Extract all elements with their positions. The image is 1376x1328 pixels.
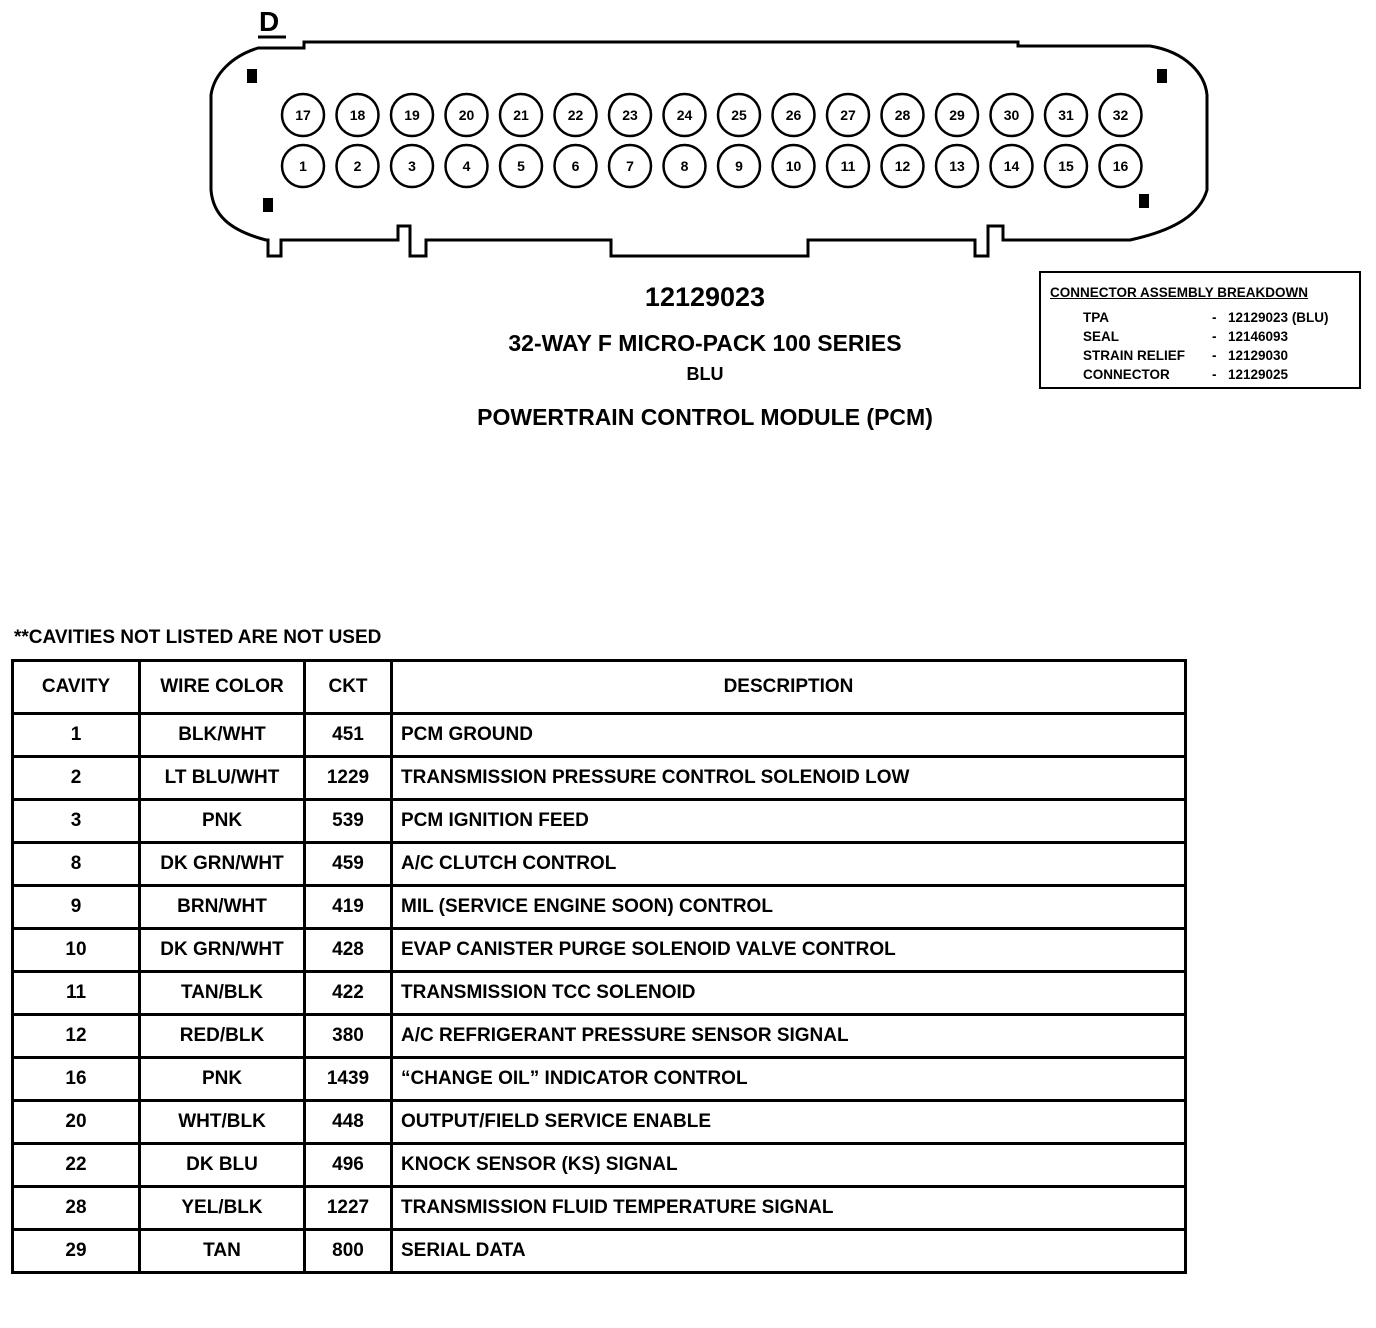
wire-color-cell: TAN (140, 1230, 305, 1273)
ckt-cell: 800 (305, 1230, 392, 1273)
unused-cavities-note: **CAVITIES NOT LISTED ARE NOT USED (14, 627, 382, 648)
cavity-cell: 9 (13, 886, 140, 929)
breakdown-row (1041, 367, 1359, 386)
cavity-cell: 16 (13, 1058, 140, 1101)
cavity-cell: 8 (13, 843, 140, 886)
connector-face-diagram (0, 0, 1376, 270)
header-description: DESCRIPTION (392, 661, 1186, 714)
cavity-cell: 22 (13, 1144, 140, 1187)
cavity-cell: 29 (13, 1230, 140, 1273)
wire-color-cell: YEL/BLK (140, 1187, 305, 1230)
table-row (13, 714, 1186, 757)
pin-number-label: 12 (894, 158, 911, 174)
latch-marker (263, 198, 273, 212)
header-cavity: CAVITY (13, 661, 140, 714)
description-cell: A/C CLUTCH CONTROL (392, 843, 1186, 886)
breakdown-value: 12146093 (1228, 329, 1289, 344)
ckt-cell: 459 (305, 843, 392, 886)
description-cell: TRANSMISSION FLUID TEMPERATURE SIGNAL (392, 1187, 1186, 1230)
pin-number-label: 1 (299, 158, 307, 174)
breakdown-dash: - (1212, 348, 1217, 363)
breakdown-value: 12129030 (1228, 348, 1289, 363)
ckt-cell: 451 (305, 714, 392, 757)
pin-number-label: 30 (1003, 107, 1020, 123)
connector-series-name: 32-WAY F MICRO-PACK 100 SERIES (508, 330, 902, 356)
table-row (13, 1015, 1186, 1058)
pin-number-label: 22 (567, 107, 584, 123)
connector-housing-outline (211, 42, 1207, 256)
wire-color-cell: PNK (140, 1058, 305, 1101)
pin-number-label: 10 (785, 158, 802, 174)
breakdown-row (1041, 348, 1359, 367)
pin-number-label: 3 (408, 158, 416, 174)
pin-number-label: 27 (840, 107, 856, 123)
wire-color-cell: LT BLU/WHT (140, 757, 305, 800)
description-cell: A/C REFRIGERANT PRESSURE SENSOR SIGNAL (392, 1015, 1186, 1058)
pin-number-label: 7 (626, 158, 634, 174)
table-row (13, 1058, 1186, 1101)
pin-number-label: 8 (680, 158, 689, 174)
wire-color-cell: DK GRN/WHT (140, 843, 305, 886)
module-name: POWERTRAIN CONTROL MODULE (PCM) (477, 404, 933, 430)
pin-number-label: 14 (1003, 158, 1020, 174)
latch-marker (247, 69, 257, 83)
table-header-row (13, 661, 1186, 714)
wire-color-cell: PNK (140, 800, 305, 843)
description-cell: OUTPUT/FIELD SERVICE ENABLE (392, 1101, 1186, 1144)
cavity-cell: 1 (13, 714, 140, 757)
description-cell: PCM GROUND (392, 714, 1186, 757)
wire-color-cell: WHT/BLK (140, 1101, 305, 1144)
ckt-cell: 539 (305, 800, 392, 843)
latch-marker (1157, 69, 1167, 83)
table-row (13, 757, 1186, 800)
pin-number-label: 2 (353, 158, 362, 174)
cavity-cell: 20 (13, 1101, 140, 1144)
pin-number-label: 19 (404, 107, 420, 123)
table-row (13, 843, 1186, 886)
description-cell: MIL (SERVICE ENGINE SOON) CONTROL (392, 886, 1186, 929)
pin-number-label: 31 (1058, 107, 1074, 123)
ckt-cell: 448 (305, 1101, 392, 1144)
connector-assembly-breakdown-box (1039, 271, 1361, 389)
breakdown-value: 12129025 (1228, 367, 1289, 382)
description-cell: SERIAL DATA (392, 1230, 1186, 1273)
pin-number-label: 5 (517, 158, 525, 174)
connector-color-code: BLU (686, 364, 724, 384)
pin-number-label: 32 (1112, 107, 1129, 123)
cavity-cell: 10 (13, 929, 140, 972)
pin-number-label: 25 (731, 107, 747, 123)
pin-number-label: 15 (1058, 158, 1074, 174)
breakdown-label: SEAL (1083, 329, 1120, 344)
table-row (13, 1187, 1186, 1230)
breakdown-dash: - (1212, 367, 1217, 382)
cavity-table (11, 659, 1187, 1274)
ckt-cell: 1229 (305, 757, 392, 800)
breakdown-dash: - (1212, 329, 1217, 344)
view-label: D (259, 6, 280, 37)
ckt-cell: 496 (305, 1144, 392, 1187)
cavity-cell: 3 (13, 800, 140, 843)
table-row (13, 886, 1186, 929)
description-cell: “CHANGE OIL” INDICATOR CONTROL (392, 1058, 1186, 1101)
table-row (13, 800, 1186, 843)
pin-number-label: 18 (349, 107, 366, 123)
cavity-cell: 2 (13, 757, 140, 800)
pin-number-label: 20 (458, 107, 475, 123)
description-cell: EVAP CANISTER PURGE SOLENOID VALVE CONTROL (392, 929, 1186, 972)
pin-number-label: 4 (462, 158, 471, 174)
table-row (13, 1230, 1186, 1273)
breakdown-value: 12129023 (BLU) (1228, 310, 1329, 325)
ckt-cell: 380 (305, 1015, 392, 1058)
header-ckt: CKT (305, 661, 392, 714)
ckt-cell: 1227 (305, 1187, 392, 1230)
pin-number-label: 26 (785, 107, 802, 123)
breakdown-title: CONNECTOR ASSEMBLY BREAKDOWN (1050, 285, 1309, 300)
pin-number-label: 9 (735, 158, 743, 174)
cavity-cell: 11 (13, 972, 140, 1015)
wire-color-cell: BRN/WHT (140, 886, 305, 929)
wire-color-cell: BLK/WHT (140, 714, 305, 757)
cavity-cell: 12 (13, 1015, 140, 1058)
pin-number-label: 21 (513, 107, 529, 123)
wire-color-cell: TAN/BLK (140, 972, 305, 1015)
pin-number-label: 16 (1112, 158, 1129, 174)
table-row (13, 972, 1186, 1015)
breakdown-dash: - (1212, 310, 1217, 325)
pin-number-label: 23 (622, 107, 638, 123)
pin-number-label: 11 (840, 158, 856, 174)
ckt-cell: 428 (305, 929, 392, 972)
table-row (13, 1101, 1186, 1144)
wire-color-cell: DK BLU (140, 1144, 305, 1187)
description-cell: KNOCK SENSOR (KS) SIGNAL (392, 1144, 1186, 1187)
pin-number-label: 28 (894, 107, 911, 123)
pin-number-label: 24 (676, 107, 693, 123)
breakdown-row (1041, 310, 1359, 329)
table-row (13, 1144, 1186, 1187)
description-cell: PCM IGNITION FEED (392, 800, 1186, 843)
wire-color-cell: DK GRN/WHT (140, 929, 305, 972)
header-wire-color: WIRE COLOR (140, 661, 305, 714)
latch-marker (1139, 194, 1149, 208)
pin-number-label: 17 (295, 107, 311, 123)
description-cell: TRANSMISSION PRESSURE CONTROL SOLENOID LOW (392, 757, 1186, 800)
pin-number-label: 29 (949, 107, 965, 123)
table-row (13, 929, 1186, 972)
part-number: 12129023 (644, 282, 766, 312)
breakdown-row (1041, 329, 1359, 348)
ckt-cell: 419 (305, 886, 392, 929)
breakdown-label: STRAIN RELIEF (1083, 348, 1186, 363)
ckt-cell: 422 (305, 972, 392, 1015)
breakdown-label: CONNECTOR (1083, 367, 1170, 382)
wire-color-cell: RED/BLK (140, 1015, 305, 1058)
pin-number-label: 6 (571, 158, 580, 174)
pin-number-label: 13 (949, 158, 965, 174)
breakdown-label: TPA (1083, 310, 1109, 325)
cavity-cell: 28 (13, 1187, 140, 1230)
ckt-cell: 1439 (305, 1058, 392, 1101)
description-cell: TRANSMISSION TCC SOLENOID (392, 972, 1186, 1015)
